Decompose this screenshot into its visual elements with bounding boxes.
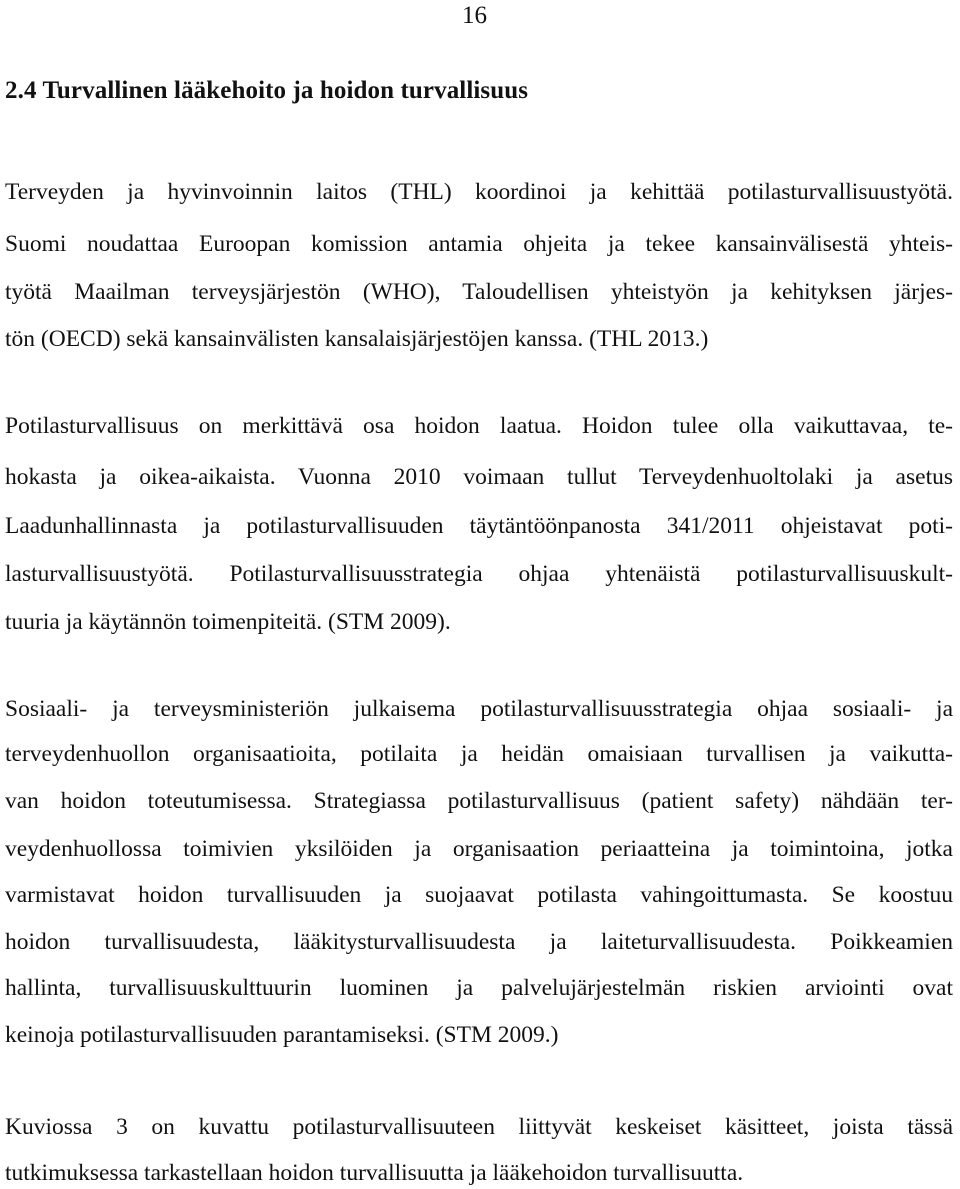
text-line: Sosiaali- ja terveysministeriön julkaisema potilasturvallisuusstrategia ohjaa sosiaali- ja xyxy=(5,696,953,722)
text-line: terveydenhuollon organisaatioita, potilaita ja heidän omaisiaan turvallisen ja vaikutta- xyxy=(5,741,953,767)
text-line: Laadunhallinnasta ja potilasturvallisuuden täytäntöönpanosta 341/2011 ohjeistavat poti- xyxy=(5,513,953,539)
text-line: tutkimuksessa tarkastellaan hoidon turvallisuutta ja lääkehoidon turvallisuutta. xyxy=(5,1160,744,1186)
text-line: van hoidon toteutumisessa. Strategiassa potilasturvallisuus (patient safety) nähdään ter- xyxy=(5,788,953,814)
text-line: Terveyden ja hyvinvoinnin laitos (THL) koordinoi ja kehittää potilasturvallisuustyötä. xyxy=(5,179,953,205)
section-heading: 2.4 Turvallinen lääkehoito ja hoidon turvallisuus xyxy=(5,77,529,104)
text-line: hallinta, turvallisuuskulttuurin luominen ja palvelujärjestelmän riskien arviointi ovat xyxy=(5,975,953,1001)
text-line: lasturvallisuustyötä. Potilasturvallisuusstrategia ohjaa yhtenäistä potilasturvallisuuskult- xyxy=(5,561,953,587)
text-line: hokasta ja oikea-aikaista. Vuonna 2010 voimaan tullut Terveydenhuoltolaki ja asetus xyxy=(5,464,953,490)
text-line: veydenhuollossa toimivien yksilöiden ja organisaation periaatteina ja toimintoina, jotka xyxy=(5,836,953,862)
text-line: Suomi noudattaa Euroopan komission antamia ohjeita ja tekee kansainvälisestä yhteis- xyxy=(5,231,953,257)
text-line: työtä Maailman terveysjärjestön (WHO), Taloudellisen yhteistyön ja kehityksen järjes- xyxy=(5,279,953,305)
text-line: Potilasturvallisuus on merkittävä osa hoidon laatua. Hoidon tulee olla vaikuttavaa, te- xyxy=(5,413,953,439)
text-line: tön (OECD) sekä kansainvälisten kansalaisjärjestöjen kanssa. (THL 2013.) xyxy=(5,326,709,352)
text-line: tuuria ja käytännön toimenpiteitä. (STM 2009). xyxy=(5,609,451,635)
page-number: 16 xyxy=(462,2,487,29)
text-line: Kuviossa 3 on kuvattu potilasturvallisuuteen liittyvät keskeiset käsitteet, joista tässä xyxy=(5,1114,953,1140)
text-line: hoidon turvallisuudesta, lääkitysturvallisuudesta ja laiteturvallisuudesta. Poikkeamien xyxy=(5,929,953,955)
text-line: varmistavat hoidon turvallisuuden ja suojaavat potilasta vahingoittumasta. Se koostuu xyxy=(5,882,953,908)
text-line: keinoja potilasturvallisuuden parantamiseksi. (STM 2009.) xyxy=(5,1022,559,1048)
